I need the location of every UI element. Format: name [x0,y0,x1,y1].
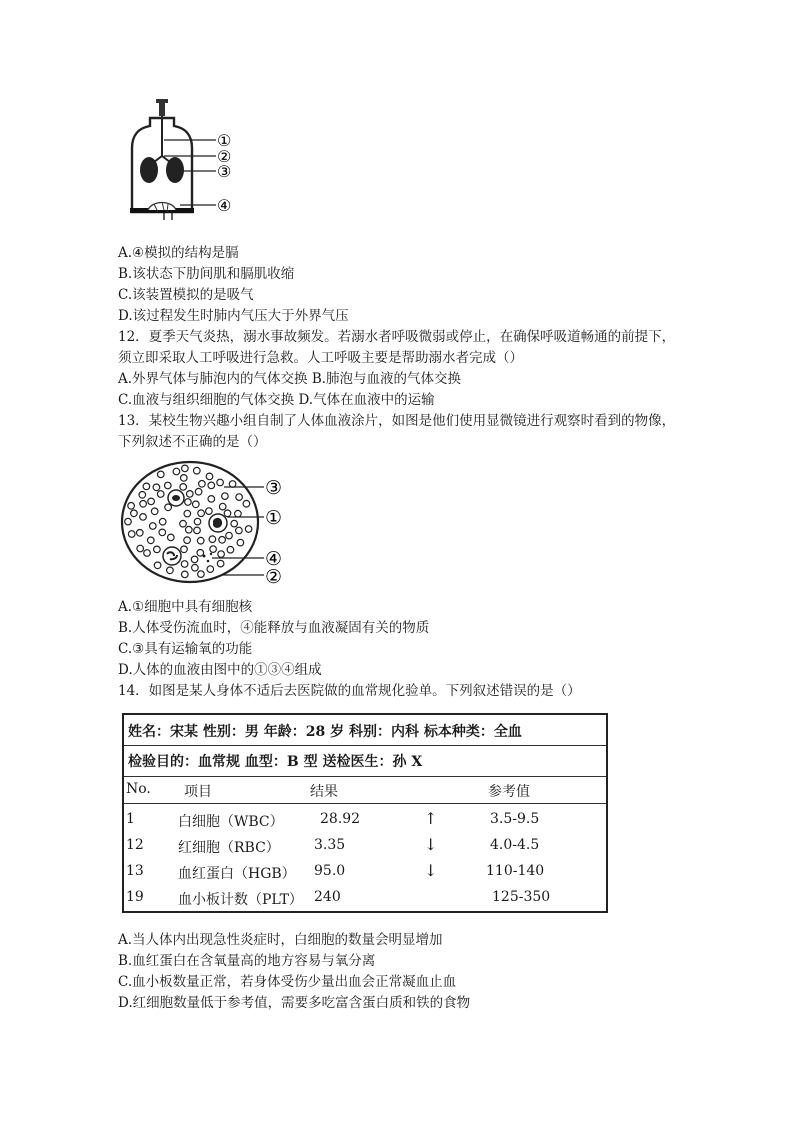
q13-stem-line-2: 下列叙述不正确的是（） [118,434,267,450]
q11-option-a: A.④模拟的结构是膈 [118,245,239,261]
table-row-4-no: 19 [126,889,144,905]
blood-smear-diagram [120,460,300,588]
bell-jar-label-1: ① [217,131,232,150]
q12-option-b: B.肺泡与血液的气体交换 [311,371,462,387]
q12-option-c: C.血液与组织细胞的气体交换 [118,392,295,408]
table-row-4-item: 血小板计数（PLT） [178,892,303,908]
table-row-1-ref: 3.5-9.5 [490,811,540,827]
report-test-info: 检验目的：血常规 血型：B 型 送检医生：孙 X [128,754,423,770]
table-row-1-item: 白细胞（WBC） [178,814,284,830]
q12-stem-line-2: 须立即采取人工呼吸进行急救。人工呼吸主要是帮助溺水者完成（） [118,350,523,366]
table-row-4-result: 240 [314,889,341,905]
table-row-3-result: 95.0 [314,863,346,879]
q13-stem-line-1: 13．某校生物兴趣小组自制了人体血液涂片，如图是他们使用显微镜进行观察时看到的物像， [118,413,676,429]
bell-jar-label-4: ④ [217,196,232,215]
q13-option-d: D.人体的血液由图中的①③④组成 [118,662,322,678]
report-patient-info: 姓名：宋某 性别：男 年龄：28 岁 科别：内科 标本种类：全血 [128,724,522,740]
q14-option-c: C.血小板数量正常，若身体受伤少量出血会正常凝血止血 [118,974,457,990]
table-row-3-flag: ↓ [424,861,438,880]
col-header-item: 项目 [184,784,212,800]
blood-test-report [122,713,608,913]
q12-options-row-2 [118,391,435,410]
col-header-no: No. [126,781,151,797]
q11-option-d: D.该过程发生时肺内气压大于外界气压 [118,308,349,324]
smear-label-2: ② [265,566,283,588]
table-row-2-result: 3.35 [314,837,346,853]
smear-label-4: ④ [265,548,283,570]
smear-label-1: ① [265,507,283,529]
table-row-2-no: 12 [126,837,144,853]
bell-jar-label-2: ② [217,147,232,166]
q14-option-a: A.当人体内出现急性炎症时，白细胞的数量会明显增加 [118,932,443,948]
table-row-2-ref: 4.0-4.5 [490,837,540,853]
col-header-result: 结果 [310,784,338,800]
q12-option-a: A.外界气体与肺泡内的气体交换 [118,371,308,387]
q14-option-d: D.红细胞数量低于参考值，需要多吃富含蛋白质和铁的食物 [118,995,471,1011]
table-row-3-item: 血红蛋白（HGB） [178,866,296,882]
table-row-1-no: 1 [126,811,135,827]
table-row-2-flag: ↓ [424,835,438,854]
table-row-3-no: 13 [126,863,144,879]
q11-option-b: B.该状态下肋间肌和膈肌收缩 [118,266,295,282]
table-row-2-item: 红细胞（RBC） [178,840,280,856]
table-row-1-flag: ↑ [424,809,438,828]
q14-stem: 14．如图是某人身体不适后去医院做的血常规化验单。下列叙述错误的是（） [118,683,581,699]
q13-option-c: C.③具有运输氧的功能 [118,641,253,657]
q12-stem-line-1: 12．夏季天气炎热，溺水事故频发。若溺水者呼吸微弱或停止，在确保呼吸道畅通的前提下， [118,329,676,345]
table-row-1-result: 28.92 [320,811,361,827]
q14-option-b: B.血红蛋白在含氧量高的地方容易与氧分离 [118,953,376,969]
q12-option-d: D.气体在血液中的运输 [298,392,435,408]
smear-label-3: ③ [265,477,283,499]
col-header-ref: 参考值 [488,784,530,800]
q11-option-c: C.该装置模拟的是吸气 [118,287,254,303]
table-row-3-ref: 110-140 [486,863,545,879]
q12-options-row-1 [118,370,461,389]
bell-jar-diagram [120,96,250,220]
q13-option-a: A.①细胞中具有细胞核 [118,599,253,615]
bell-jar-label-3: ③ [217,162,232,181]
table-row-4-ref: 125-350 [492,889,551,905]
q13-option-b: B.人体受伤流血时，④能释放与血液凝固有关的物质 [118,620,430,636]
